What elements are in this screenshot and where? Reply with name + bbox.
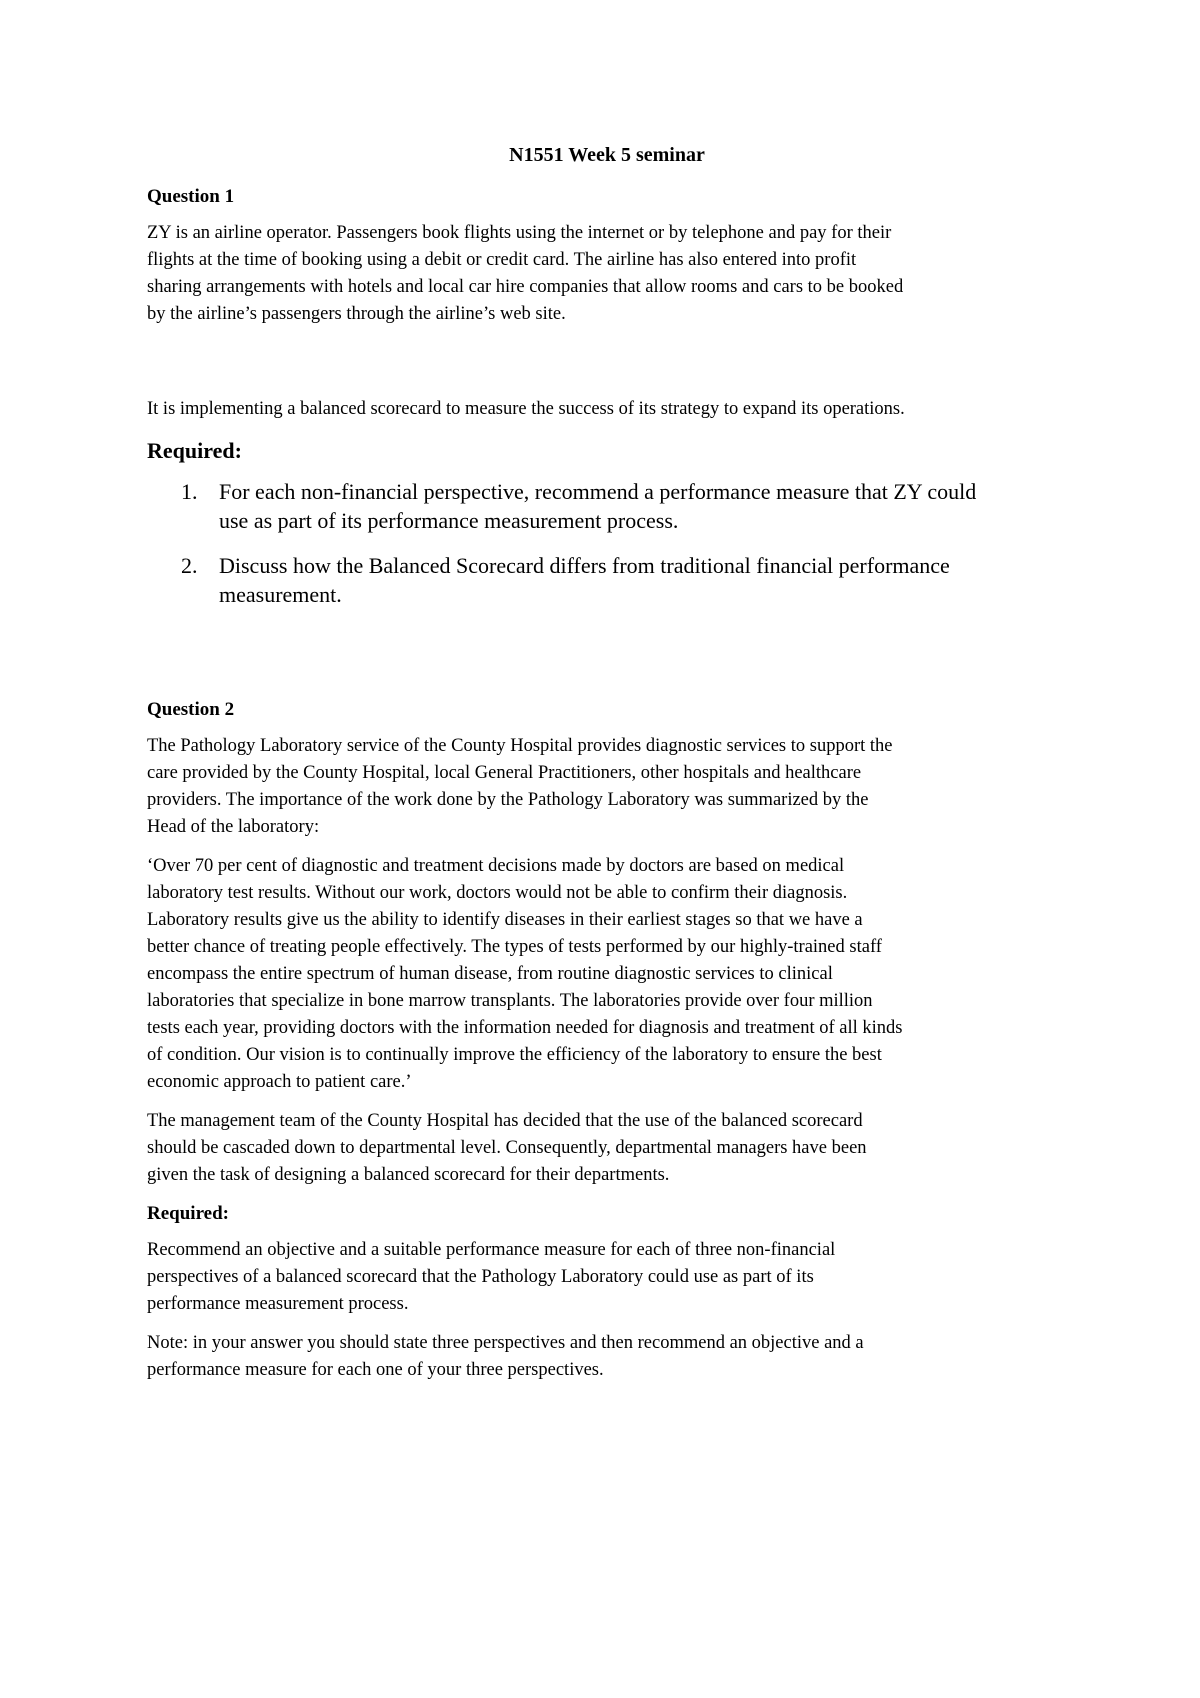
question-1-requirements-list [147, 477, 1067, 609]
text-line: performance measurement process. [147, 1294, 409, 1314]
text-line: Recommend an objective and a suitable performance measure for each of three non-financial [147, 1240, 836, 1260]
text-line: measurement. [219, 582, 342, 607]
text-line: Head of the laboratory: [147, 817, 320, 837]
list-number: 2. [181, 553, 198, 578]
question-2-quote-paragraph [147, 853, 1067, 1096]
text-line: For each non-financial perspective, recommend a performance measure that ZY could [219, 479, 977, 504]
document-title: N1551 Week 5 seminar [509, 144, 705, 166]
text-line: laboratory test results. Without our work, doctors would not be able to confirm their diagnosis. [147, 883, 848, 903]
text-line: encompass the entire spectrum of human disease, from routine diagnostic services to clinical [147, 964, 833, 984]
text-line: ‘Over 70 per cent of diagnostic and treatment decisions made by doctors are based on medical [147, 856, 845, 876]
text-line: tests each year, providing doctors with the information needed for diagnosis and treatment of all kinds [147, 1018, 903, 1038]
text-line: Discuss how the Balanced Scorecard differs from traditional financial performance [219, 553, 950, 578]
text-line: The Pathology Laboratory service of the County Hospital provides diagnostic services to support the [147, 736, 893, 756]
text-line: by the airline’s passengers through the airline’s web site. [147, 304, 566, 324]
question-1-heading: Question 1 [147, 186, 235, 207]
text-line: should be cascaded down to departmental level. Consequently, departmental managers have been [147, 1138, 867, 1158]
text-line: ZY is an airline operator. Passengers book flights using the internet or by telephone and pay for their [147, 223, 892, 243]
text-line: of condition. Our vision is to continually improve the efficiency of the laboratory to ensure the best [147, 1045, 882, 1065]
question-1-strategy-paragraph: It is implementing a balanced scorecard to measure the success of its strategy to expand its operations. [147, 399, 905, 419]
text-line: providers. The importance of the work done by the Pathology Laboratory was summarized by the [147, 790, 869, 810]
question-2-management-paragraph [147, 1108, 1067, 1189]
requirement-item-1 [147, 477, 1067, 535]
question-2-note-paragraph [147, 1330, 1067, 1384]
text-line: Note: in your answer you should state three perspectives and then recommend an objective and a [147, 1333, 864, 1353]
text-line: use as part of its performance measurement process. [219, 508, 679, 533]
question-1-required-label: Required: [147, 438, 242, 463]
text-line: performance measure for each one of your three perspectives. [147, 1360, 604, 1380]
text-line: given the task of designing a balanced scorecard for their departments. [147, 1165, 670, 1185]
question-2-intro-paragraph [147, 733, 1067, 841]
document-page [147, 142, 1067, 1396]
text-line: perspectives of a balanced scorecard that the Pathology Laboratory could use as part of its [147, 1267, 814, 1287]
text-line: Laboratory results give us the ability to identify diseases in their earliest stages so that we have a [147, 910, 863, 930]
text-line: flights at the time of booking using a debit or credit card. The airline has also entered into profit [147, 250, 857, 270]
question-2-heading: Question 2 [147, 699, 235, 720]
text-line: The management team of the County Hospital has decided that the use of the balanced scorecard [147, 1111, 863, 1131]
text-line: better chance of treating people effectively. The types of tests performed by our highly-trained staff [147, 937, 882, 957]
text-line: laboratories that specialize in bone marrow transplants. The laboratories provide over four million [147, 991, 873, 1011]
requirement-item-2 [147, 551, 1067, 609]
text-line: care provided by the County Hospital, local General Practitioners, other hospitals and healthcare [147, 763, 862, 783]
question-2-requirement-paragraph [147, 1237, 1067, 1318]
text-line: economic approach to patient care.’ [147, 1072, 412, 1092]
spacer [147, 340, 1067, 396]
list-number: 1. [181, 479, 198, 504]
text-line: sharing arrangements with hotels and local car hire companies that allow rooms and cars to be booked [147, 277, 904, 297]
spacer [147, 625, 1067, 697]
question-2-required-label: Required: [147, 1203, 229, 1224]
question-1-paragraph [147, 220, 1067, 328]
